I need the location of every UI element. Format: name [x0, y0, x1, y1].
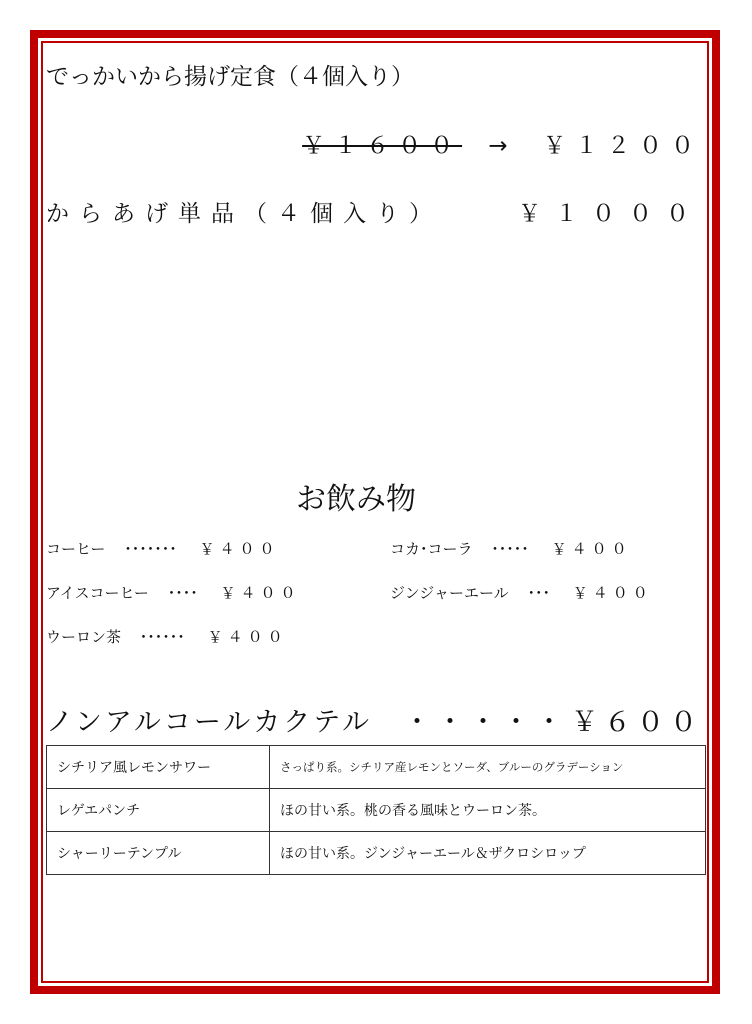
drink-name: ウーロン茶: [46, 628, 122, 646]
single-item-title: からあげ単品（４個入り）: [46, 201, 442, 227]
drink-price: ￥４００: [199, 540, 280, 558]
cocktail-price: ￥６００: [571, 707, 703, 738]
drink-dots: ･･･････: [124, 540, 177, 558]
table-row: [47, 789, 706, 832]
drink-dots: ･･･: [527, 584, 550, 602]
price-arrow: →: [488, 133, 517, 159]
cocktail-desc: さっぱり系。シチリア産レモンとソーダ、ブルーのグラデーション: [270, 746, 706, 789]
drink-dots: ･･････: [139, 628, 185, 646]
set-meal-new-price: ￥１２００: [543, 133, 703, 159]
cocktail-title: ノンアルコールカクテル: [46, 707, 372, 738]
drink-name: ジンジャーエール: [390, 584, 509, 602]
table-row: [47, 746, 706, 789]
drink-name: コカ･コーラ: [390, 540, 473, 558]
cocktail-desc: ほの甘い系。ジンジャーエール＆ザクロシロップ: [270, 832, 706, 875]
cocktail-desc: ほの甘い系。桃の香る風味とウーロン茶。: [270, 789, 706, 832]
cocktail-name: シチリア風レモンサワー: [47, 746, 270, 789]
table-row: [47, 832, 706, 875]
drink-dots: ･････: [491, 540, 529, 558]
drink-name: コーヒー: [46, 540, 106, 558]
drink-item: [46, 582, 301, 603]
drink-price: ￥４００: [572, 584, 653, 602]
drink-item: [390, 582, 653, 603]
drink-price: ￥４００: [207, 628, 288, 646]
drink-name: アイスコーヒー: [46, 584, 149, 602]
cocktail-dots: ・・・・・: [403, 707, 569, 738]
drink-item: [46, 626, 288, 647]
cocktail-name: シャーリーテンプル: [47, 832, 270, 875]
drink-price: ￥４００: [551, 540, 632, 558]
drinks-heading: お飲み物: [296, 482, 416, 517]
set-meal-price: [302, 127, 703, 160]
drink-dots: ････: [167, 584, 198, 602]
set-meal-title: でっかいから揚げ定食（４個入り）: [46, 64, 414, 90]
drink-item: [390, 538, 632, 559]
cocktail-table: [46, 745, 706, 875]
set-meal-old-price: ￥１６００: [302, 133, 463, 159]
drink-price: ￥４００: [220, 584, 301, 602]
single-item-price: ￥１０００: [518, 201, 703, 227]
drink-item: [46, 538, 280, 559]
cocktail-heading: [46, 700, 569, 739]
cocktail-name: レゲエパンチ: [47, 789, 270, 832]
